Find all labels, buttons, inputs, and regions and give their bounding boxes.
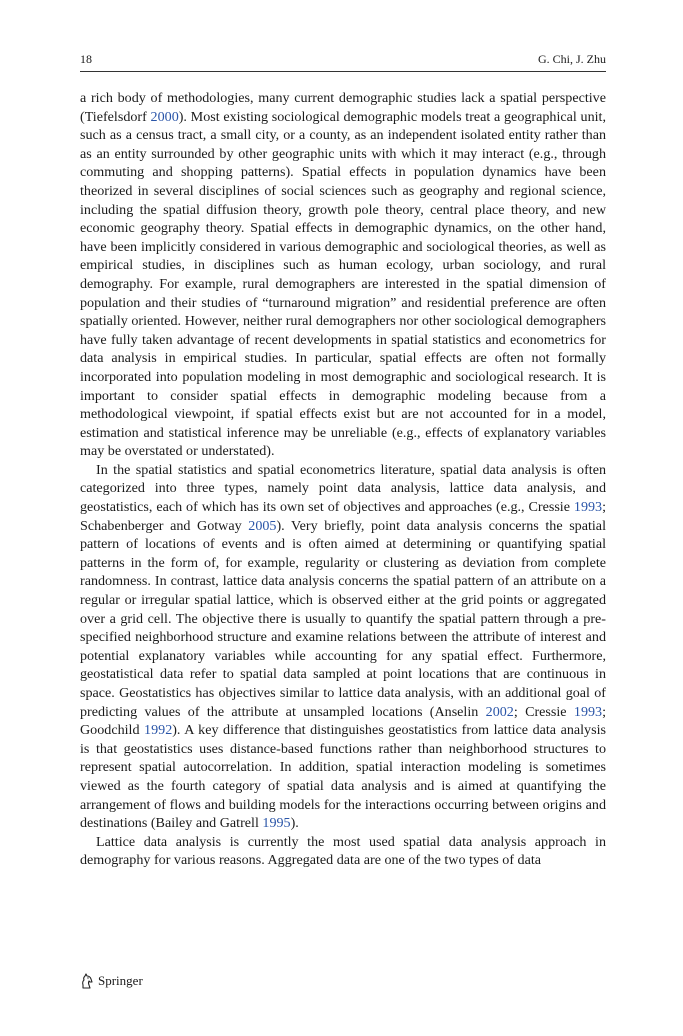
main-body-text (80, 89, 606, 870)
citation-year-link[interactable]: 2005 (248, 517, 277, 534)
paragraph-text: ; Goodchild (80, 703, 606, 739)
paragraph-text: a rich body of methodologies, many current demographic studies lack a spatial perspective (Tiefelsdorf (80, 90, 606, 125)
publisher-name: Springer (98, 973, 143, 988)
paragraph-text: ). A key difference that distinguishes geostatistics from lattice data analysis is that geostatistics uses distance-based functions rather than neighborhood structures to represent spatial autocorrelation. In addition, spatial interaction modeling is sometimes viewed as the fourth category of spatial data analysis and is aimed at quantifying the arrangement of flows and building models for the interactions occurring between origins and destinations (Bailey and Gatrell (80, 722, 606, 832)
paragraph-text: ; Schabenberger and Gotway (80, 499, 606, 534)
header-rule (80, 71, 606, 72)
running-header (80, 52, 606, 70)
citation-year-link[interactable]: 1993 (573, 499, 603, 516)
paragraph-text: ; Cressie (513, 703, 574, 720)
paragraph-text: ). Very briefly, point data analysis concerns the spatial pattern of locations of events and is often aimed at determining or quantifying spatial patterns in the form of, for example, regularity or clustering as deviation from complete randomness. In contrast, lattice data analysis concerns the spatial pattern of an attribute on a regular or irregular spatial lattice, which is observed either at the grid points or aggregated over a grid cell. The objective there is usually to quantify the spatial pattern through a pre-specified neighborhood structure and examine relations between the attribute of interest and potential explanatory variables while accounting for any spatial effect. Furthermore, geostatistical data refer to spatial data sampled at point locations that are continuous in space. Geostatistics has objectives similar to lattice data analysis, with an additional goal of predicting values of the attribute at unsampled locations (Anselin (80, 517, 606, 720)
citation-year-link[interactable]: 2000 (150, 108, 179, 125)
body-paragraph (80, 89, 606, 461)
citation-year-link[interactable]: 2002 (485, 703, 514, 720)
body-paragraph (80, 461, 606, 833)
running-head-authors: G. Chi, J. Zhu (537, 52, 606, 66)
paragraph-text: ). (290, 815, 299, 832)
publisher-footer (80, 971, 143, 991)
paragraph-text: Lattice data analysis is currently the most used spatial data analysis approach in demography for various reasons. Aggregated data are one of the two types of data (80, 833, 606, 869)
springer-knight-icon (80, 973, 94, 989)
paragraph-text: In the spatial statistics and spatial econometrics literature, spatial data analysis is often categorized into three types, namely point data analysis, lattice data analysis, and geostatistics, each of which has its own set of objectives and approaches (e.g., Cressie (80, 461, 606, 516)
paragraph-text: ). Most existing sociological demographic models treat a geographical unit, such as a census tract, a small city, or a county, as an independent isolated entity rather than as an entity surrounded by other geographic units with which it may interact (e.g., through commuting and shopping patterns). Spatial effects in population dynamics have been theorized in several disciplines of social sciences such as geography and regional science, including the spatial diffusion theory, growth pole theory, central place theory, and new economic geography theory. Spatial effects in demographic dynamics, on the other hand, have been implicitly considered in various demographic and sociological theories, as well as empirical studies, in disciplines such as human ecology, urban sociology, and rural demography. For example, rural demographers are interested in the spatial dimension of population and their studies of “turnaround migration” and residential preference are often spatially oriented. However, neither rural demographers nor other sociological demographers have fully taken advantage of recent developments in spatial statistics and econometrics for data analysis in empirical studies. In particular, spatial effects are often not formally incorporated into population modeling in most demographic and sociological research. It is important to consider spatial effects in demographic modeling because from a methodological viewpoint, if spatial effects exist but are not accounted for in a model, estimation and statistical inference may be unreliable (e.g., effects of explanatory variables may be overstated or understated). (80, 108, 606, 460)
citation-year-link[interactable]: 1993 (573, 703, 603, 720)
citation-year-link[interactable]: 1992 (144, 722, 173, 739)
page-number: 18 (80, 52, 92, 66)
citation-year-link[interactable]: 1995 (262, 815, 291, 832)
body-paragraph (80, 833, 606, 870)
